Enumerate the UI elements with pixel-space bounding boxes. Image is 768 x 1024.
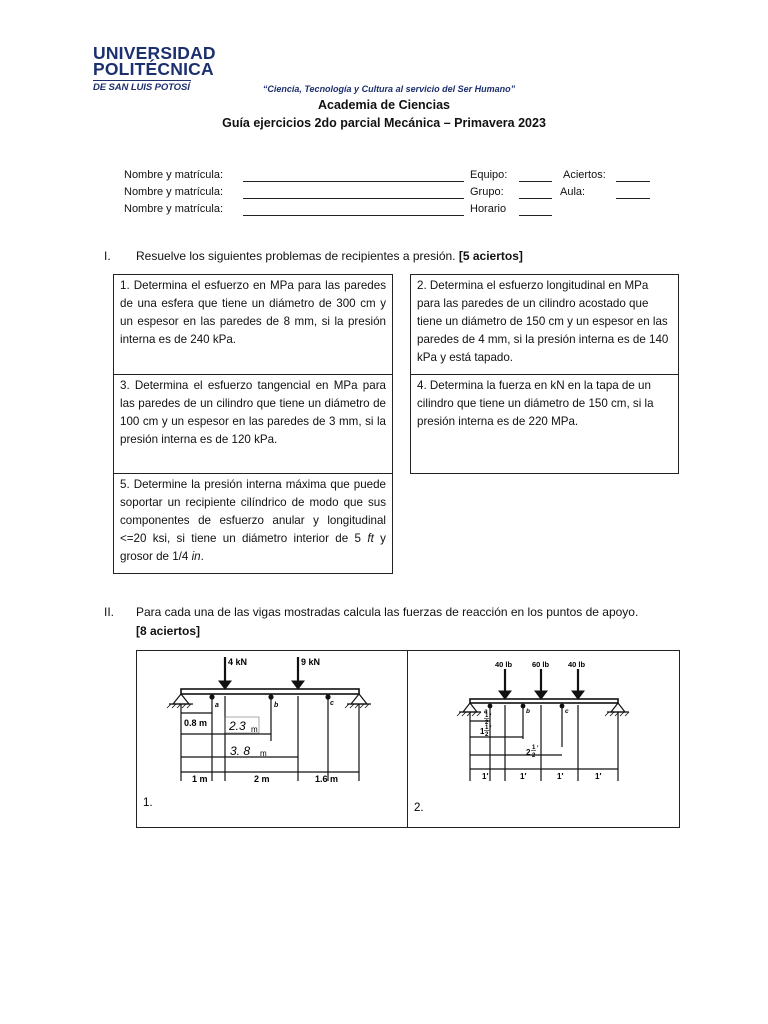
problem-3 bbox=[113, 374, 393, 474]
grupo-label: Grupo: bbox=[470, 186, 504, 198]
beam-2-dim-2half-prime: ′ bbox=[537, 746, 539, 752]
section2-text: Para cada una de las vigas mostradas calcula las fuerzas de reacción en los puntos de apoyo. bbox=[136, 605, 639, 619]
beam-2-right-support bbox=[611, 703, 625, 712]
beam-2-dim-ft-3: 1′ bbox=[557, 772, 564, 781]
beam-1-dim-16: 1.6 m bbox=[315, 774, 339, 784]
beam-1-dim-2: 2 m bbox=[254, 774, 270, 784]
section1-heading bbox=[136, 249, 523, 263]
beam-1-load-a: 4 kN bbox=[228, 657, 248, 667]
beam-1-label-b: b bbox=[274, 702, 279, 709]
beam-1-load-b: 9 kN bbox=[301, 657, 321, 667]
name-label-2: Nombre y matrícula: bbox=[124, 186, 224, 198]
problem-5-unit-ft: ft bbox=[367, 532, 374, 545]
logo-line2: POLITÉCNICA bbox=[93, 59, 214, 79]
beam-2-dim-2half-int: 2 bbox=[526, 748, 531, 757]
logo-rule bbox=[93, 80, 191, 81]
beam-2-dim-half-num: 1 bbox=[485, 713, 489, 719]
aciertos-label: Aciertos: bbox=[563, 169, 606, 181]
beam-1-dim-08: 0.8 m bbox=[184, 718, 208, 728]
beam-2-dim-ft-2: 1′ bbox=[520, 772, 527, 781]
problem-2 bbox=[410, 274, 679, 375]
problem-1 bbox=[113, 274, 393, 375]
beam-1-point-c bbox=[325, 694, 330, 699]
beam-2-point-a bbox=[488, 704, 493, 709]
horario-label: Horario bbox=[470, 203, 507, 215]
beam-2-dim-1half-prime: ′ bbox=[490, 726, 492, 732]
beam-2-dim-half-den: 2 bbox=[485, 720, 489, 726]
beam-2-diagram bbox=[408, 651, 679, 827]
beam-1-bar bbox=[181, 689, 359, 694]
motto: “Ciencia, Tecnología y Cultura al servicio del Ser Humano” bbox=[262, 84, 516, 94]
beam-1-left-support bbox=[173, 694, 189, 704]
beam-2-dim-half-prime: ′ bbox=[490, 714, 492, 720]
beam-2-load-a: 40 lb bbox=[495, 660, 513, 669]
problem-2-text: 2. Determina el esfuerzo longitudinal en MPa para las paredes de un cilindro acostado que tiene un diámetro de 150 cm y un espesor en las paredes de 4 mm, si la presión interna es de 140 kPa y está tapado. bbox=[417, 279, 669, 364]
aula-field[interactable] bbox=[616, 198, 650, 199]
beam-2-dim-1half-den: 2 bbox=[485, 732, 489, 738]
beam-1-dim-1: 1 m bbox=[192, 774, 208, 784]
beam-1-right-support bbox=[351, 694, 367, 704]
section1-text: Resuelve los siguientes problemas de recipientes a presión. bbox=[136, 249, 456, 263]
beam-1-caption: 1. bbox=[143, 797, 153, 809]
name-field-2[interactable] bbox=[243, 198, 464, 199]
beam-1-dim-38-value: 3. 8 bbox=[230, 744, 251, 758]
beam-1-point-a bbox=[209, 694, 214, 699]
beam-2-dim-1half-num: 1 bbox=[485, 725, 489, 731]
beam-2-dim-1half-int: 1 bbox=[480, 727, 485, 736]
beam-2-dim-ft-4: 1′ bbox=[595, 772, 602, 781]
aciertos-field[interactable] bbox=[616, 181, 650, 182]
beam-1-dim-23 bbox=[225, 717, 259, 734]
university-logo bbox=[93, 45, 216, 77]
beam-2-caption: 2. bbox=[414, 802, 424, 814]
equipo-field[interactable] bbox=[519, 181, 552, 182]
problem-5-end: . bbox=[200, 550, 204, 563]
section2-numeral: II. bbox=[104, 605, 115, 619]
name-label-1: Nombre y matrícula: bbox=[124, 169, 224, 181]
beam-2-point-b bbox=[521, 704, 526, 709]
name-field-3[interactable] bbox=[243, 215, 464, 216]
grupo-field[interactable] bbox=[519, 198, 552, 199]
guide-title: Guía ejercicios 2do parcial Mecánica – Primavera 2023 bbox=[222, 116, 546, 130]
beam-1-label-c: c bbox=[330, 700, 334, 707]
logo-line1: UNIVERSIDAD bbox=[93, 43, 216, 63]
beam-1-dim-23-unit: m bbox=[251, 725, 258, 734]
beam-1-dim-38-unit: m bbox=[260, 749, 267, 758]
problem-5-unit-in: in bbox=[191, 550, 201, 563]
logo-line3: DE SAN LUIS POTOSÍ bbox=[93, 82, 190, 93]
problem-5-text bbox=[120, 476, 386, 566]
beam-2-label-c: c bbox=[565, 708, 569, 715]
problem-5-part1: 5. Determine la presión interna máxima que puede soportar un recipiente cilíndrico de modo que sus componentes de esfuerzo anular y longitudinal <=20 ksi, si tiene un diámetro interior de 5 bbox=[120, 478, 386, 545]
beam-1-diagram bbox=[137, 651, 407, 827]
name-label-3: Nombre y matrícula: bbox=[124, 203, 224, 215]
problem-3-text: 3. Determina el esfuerzo tangencial en MPa para las paredes de un cilindro que tiene un diámetro de 100 cm y un espesor en las paredes de 3 mm, si la presión interna es de 120 kPa. bbox=[120, 379, 386, 446]
problem-4-text: 4. Determina la fuerza en kN en la tapa de un cilindro que tiene un diámetro de 150 cm, si la presión interna es de 220 MPa. bbox=[417, 379, 654, 428]
beam-2-load-c: 40 lb bbox=[568, 660, 586, 669]
name-field-1[interactable] bbox=[243, 181, 464, 182]
beam-1-point-b bbox=[268, 694, 273, 699]
beam-2-dim-2half bbox=[526, 745, 539, 759]
aula-label: Aula: bbox=[560, 186, 586, 198]
beam-2-bar bbox=[470, 699, 618, 703]
problem-4 bbox=[410, 374, 679, 474]
horario-field[interactable] bbox=[519, 215, 552, 216]
beam-2-left-support bbox=[463, 703, 477, 712]
beam-2-dim-2half-num: 1 bbox=[532, 745, 536, 751]
section1-numeral: I. bbox=[104, 249, 111, 263]
beam-2-label-b: b bbox=[526, 708, 530, 715]
beam-2-load-b: 60 lb bbox=[532, 660, 550, 669]
beam-1-label-a: a bbox=[215, 702, 219, 709]
beam-2-dim-ft-1: 1′ bbox=[482, 772, 489, 781]
section1-points: [5 aciertos] bbox=[458, 249, 523, 263]
beam-1-dim-38 bbox=[230, 744, 267, 758]
beam-2-label-a: a bbox=[484, 708, 488, 715]
academy-title: Academia de Ciencias bbox=[317, 98, 450, 112]
problem-5 bbox=[113, 473, 393, 574]
beam-2-dim-2half-den: 2 bbox=[532, 753, 536, 759]
beam-1-dim-23-value: 2.3 bbox=[229, 719, 246, 733]
section2-points: [8 aciertos] bbox=[136, 624, 201, 638]
beam-2-point-c bbox=[560, 704, 565, 709]
problem-1-text: 1. Determina el esfuerzo en MPa para las paredes de una esfera que tiene un diámetro de 300 cm y un espesor en las paredes de 8 mm, si la presión interna es de 240 kPa. bbox=[120, 279, 386, 346]
equipo-label: Equipo: bbox=[470, 169, 508, 181]
problem-5-part2: y grosor de 1/4 bbox=[120, 532, 386, 563]
